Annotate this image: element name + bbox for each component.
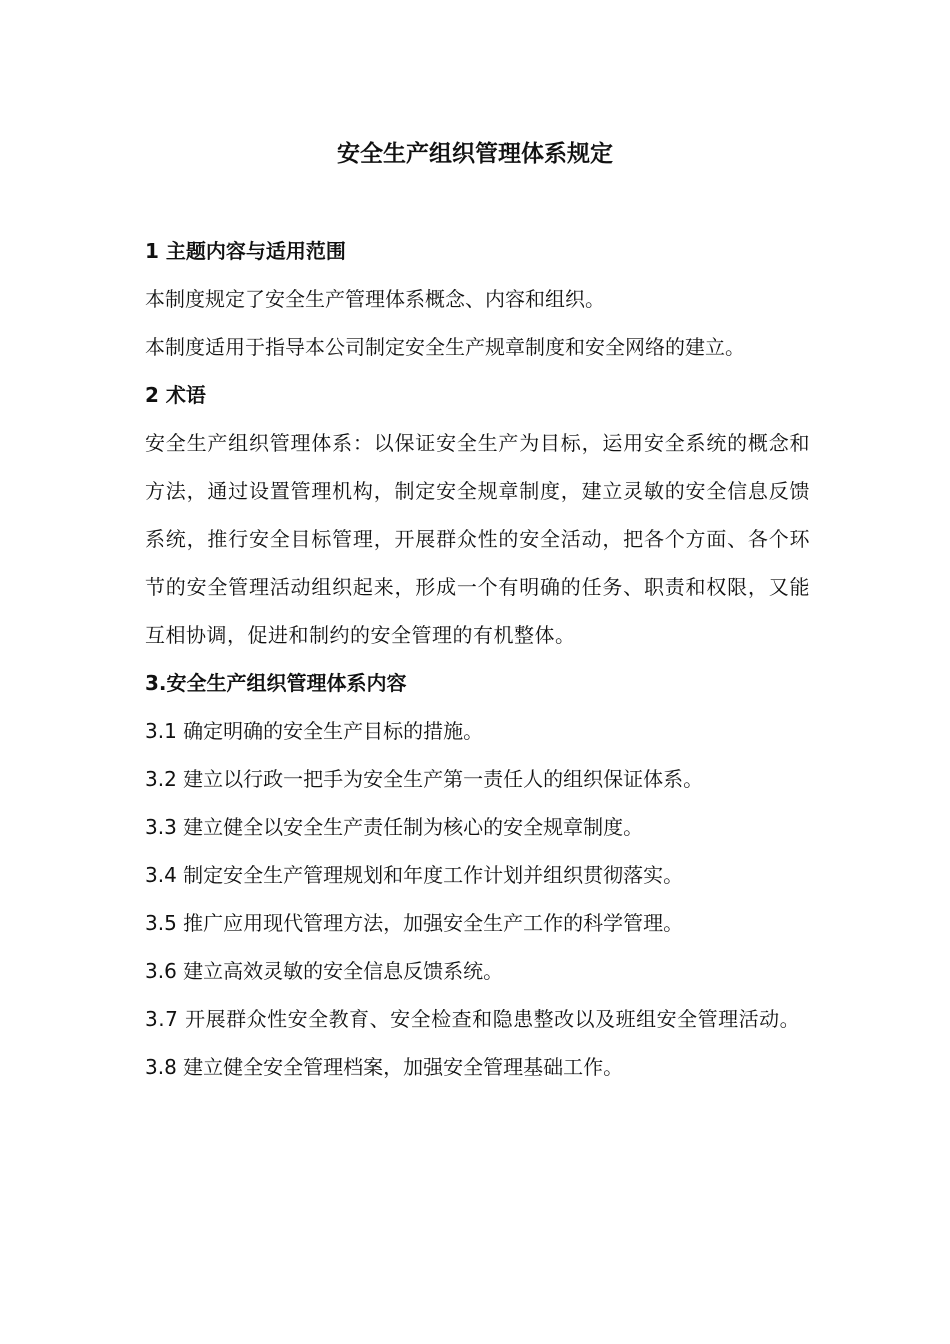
list-item: 3.1 确定明确的安全生产目标的措施。 — [145, 719, 484, 743]
paragraph: 安全生产组织管理体系：以保证安全生产为目标，运用安全系统的概念和方法，通过设置管理机构，制定安全规章制度，建立灵敏的安全信息反馈系统，推行安全目标管理，开展群众性的安全活动，把各个方面、各个环节的安全管理活动组织起来，形成一个有明确的任务、职责和权限，又能互相协调，促进和制约的安全管理的有机整体。 — [145, 431, 810, 647]
list-item: 3.3 建立健全以安全生产责任制为核心的安全规章制度。 — [145, 815, 644, 839]
document-body — [145, 227, 810, 1091]
list-item: 3.7 开展群众性安全教育、安全检查和隐患整改以及班组安全管理活动。 — [145, 1007, 801, 1031]
section-heading: 3.安全生产组织管理体系内容 — [145, 671, 407, 695]
list-item: 3.8 建立健全安全管理档案，加强安全管理基础工作。 — [145, 1055, 624, 1079]
paragraph: 本制度规定了安全生产管理体系概念、内容和组织。 — [145, 287, 605, 311]
list-item: 3.6 建立高效灵敏的安全信息反馈系统。 — [145, 959, 504, 983]
paragraph: 本制度适用于指导本公司制定安全生产规章制度和安全网络的建立。 — [145, 335, 745, 359]
section-heading: 1 主题内容与适用范围 — [145, 239, 346, 263]
list-item: 3.5 推广应用现代管理方法，加强安全生产工作的科学管理。 — [145, 911, 684, 935]
document-title: 安全生产组织管理体系规定 — [337, 141, 613, 167]
section-heading: 2 术语 — [145, 383, 206, 407]
list-item: 3.4 制定安全生产管理规划和年度工作计划并组织贯彻落实。 — [145, 863, 684, 887]
list-item: 3.2 建立以行政一把手为安全生产第一责任人的组织保证体系。 — [145, 767, 704, 791]
